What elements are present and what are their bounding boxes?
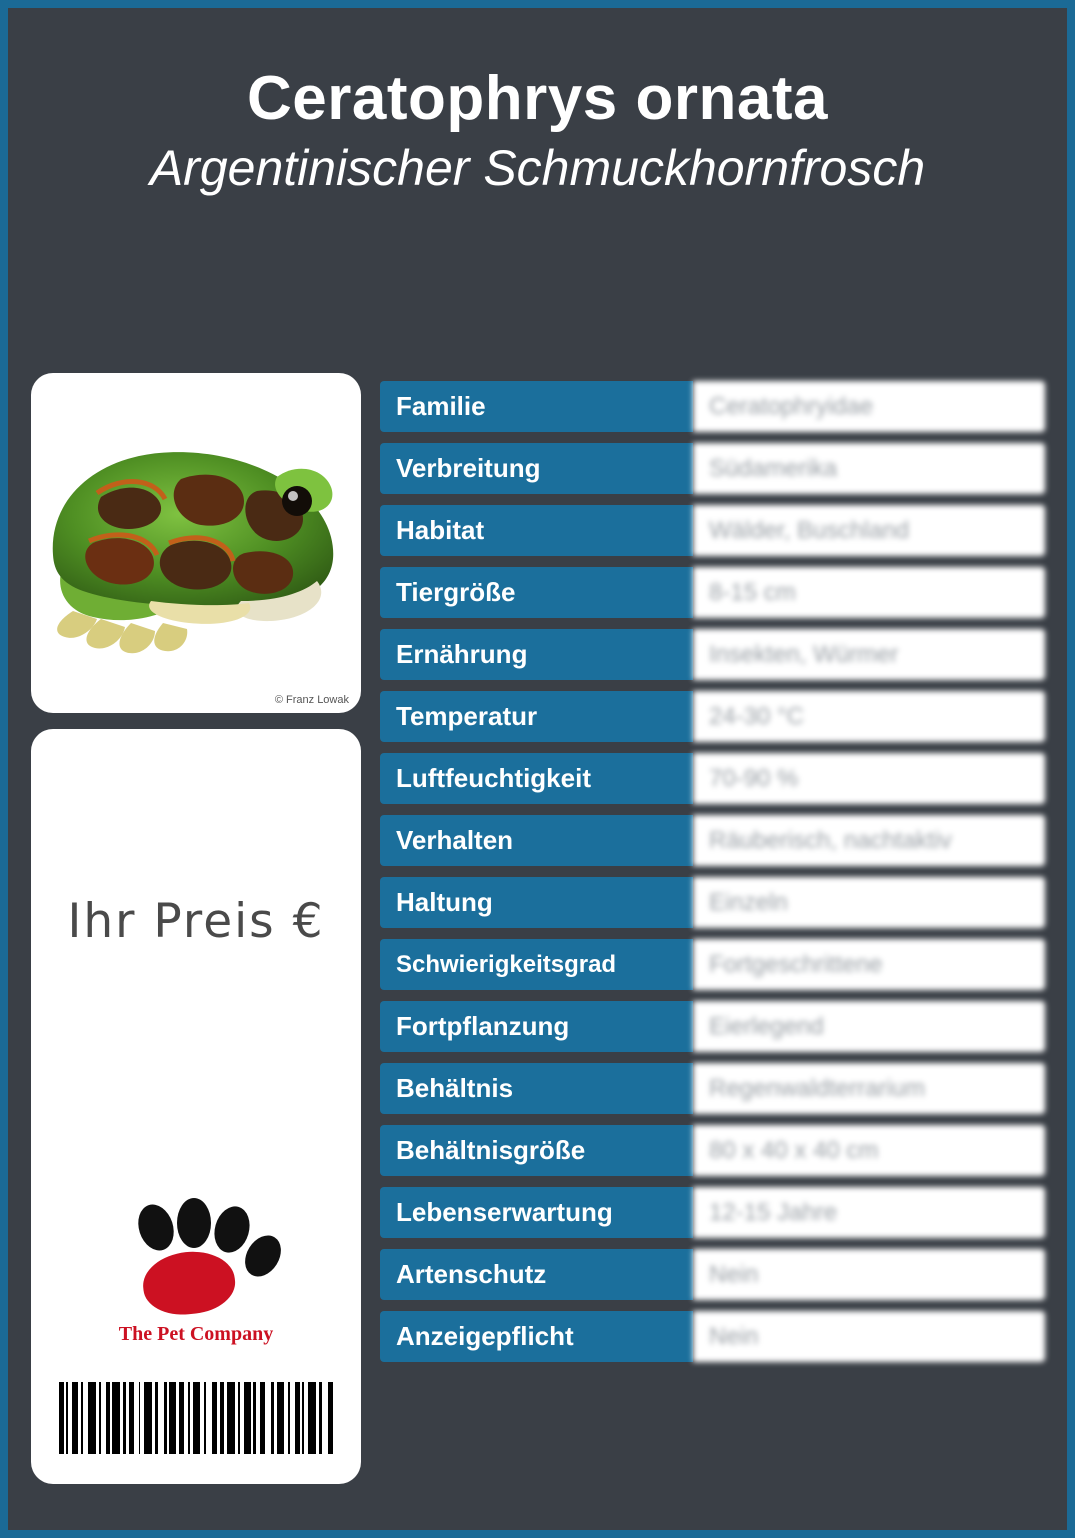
table-row (380, 1311, 1045, 1362)
spec-label-tiergroesse: Tiergröße (380, 567, 693, 618)
spec-value-behaeltnis: Regenwaldterrarium (693, 1063, 1045, 1114)
table-row (380, 1001, 1045, 1052)
page-title-latin: Ceratophrys ornata (247, 64, 828, 133)
spec-value-ernaehrung: Insekten, Würmer (693, 629, 1045, 680)
left-column (31, 373, 361, 1484)
table-row (380, 381, 1045, 432)
spec-value-fortpflanzung: Eierlegend (693, 1001, 1045, 1052)
table-row (380, 567, 1045, 618)
table-row (380, 443, 1045, 494)
spec-table (380, 381, 1045, 1373)
spec-label-fortpflanzung: Fortpflanzung (380, 1001, 693, 1052)
animal-photo-card (31, 373, 361, 713)
barcode (59, 1382, 333, 1454)
company-logo (31, 1204, 361, 1346)
table-row (380, 1187, 1045, 1238)
spec-value-haltung: Einzeln (693, 877, 1045, 928)
poster-content (8, 373, 1067, 1493)
spec-value-artenschutz: Nein (693, 1249, 1045, 1300)
spec-label-verhalten: Verhalten (380, 815, 693, 866)
photo-credit: © Franz Lowak (274, 694, 349, 706)
spec-value-anzeigepflicht: Nein (693, 1311, 1045, 1362)
spec-value-familie: Ceratophryidae (693, 381, 1045, 432)
poster (8, 8, 1067, 1530)
price-label: Ihr Preis € (67, 894, 325, 949)
spec-value-behaeltnisgroesse: 80 x 40 x 40 cm (693, 1125, 1045, 1176)
spec-label-schwierigkeitsgrad: Schwierigkeitsgrad (380, 939, 693, 990)
page-title-common: Argentinischer Schmuckhornfrosch (149, 140, 926, 197)
spec-label-habitat: Habitat (380, 505, 693, 556)
spec-label-behaeltnisgroesse: Behältnisgröße (380, 1125, 693, 1176)
spec-label-ernaehrung: Ernährung (380, 629, 693, 680)
table-row (380, 629, 1045, 680)
spec-label-temperatur: Temperatur (380, 691, 693, 742)
table-row (380, 691, 1045, 742)
table-row (380, 1125, 1045, 1176)
spec-label-haltung: Haltung (380, 877, 693, 928)
spec-label-artenschutz: Artenschutz (380, 1249, 693, 1300)
table-row (380, 505, 1045, 556)
table-row (380, 753, 1045, 804)
spec-value-verbreitung: Südamerika (693, 443, 1045, 494)
spec-label-luftfeuchtigkeit: Luftfeuchtigkeit (380, 753, 693, 804)
paw-print-icon (101, 1204, 291, 1319)
price-card (31, 729, 361, 1484)
company-name: The Pet Company (118, 1323, 274, 1345)
spec-label-anzeigepflicht: Anzeigepflicht (380, 1311, 693, 1362)
spec-value-tiergroesse: 8-15 cm (693, 567, 1045, 618)
table-row (380, 1063, 1045, 1114)
spec-label-familie: Familie (380, 381, 693, 432)
table-row (380, 1249, 1045, 1300)
spec-label-behaeltnis: Behältnis (380, 1063, 693, 1114)
table-row (380, 815, 1045, 866)
poster-header (8, 8, 1067, 200)
table-row (380, 939, 1045, 990)
spec-value-schwierigkeitsgrad: Fortgeschrittene (693, 939, 1045, 990)
spec-label-verbreitung: Verbreitung (380, 443, 693, 494)
spec-value-verhalten: Räuberisch, nachtaktiv (693, 815, 1045, 866)
frog-illustration (31, 405, 361, 675)
spec-label-lebenserwartung: Lebenserwartung (380, 1187, 693, 1238)
spec-value-luftfeuchtigkeit: 70-90 % (693, 753, 1045, 804)
spec-value-habitat: Wälder, Buschland (693, 505, 1045, 556)
table-row (380, 877, 1045, 928)
spec-value-lebenserwartung: 12-15 Jahre (693, 1187, 1045, 1238)
spec-value-temperatur: 24-30 °C (693, 691, 1045, 742)
